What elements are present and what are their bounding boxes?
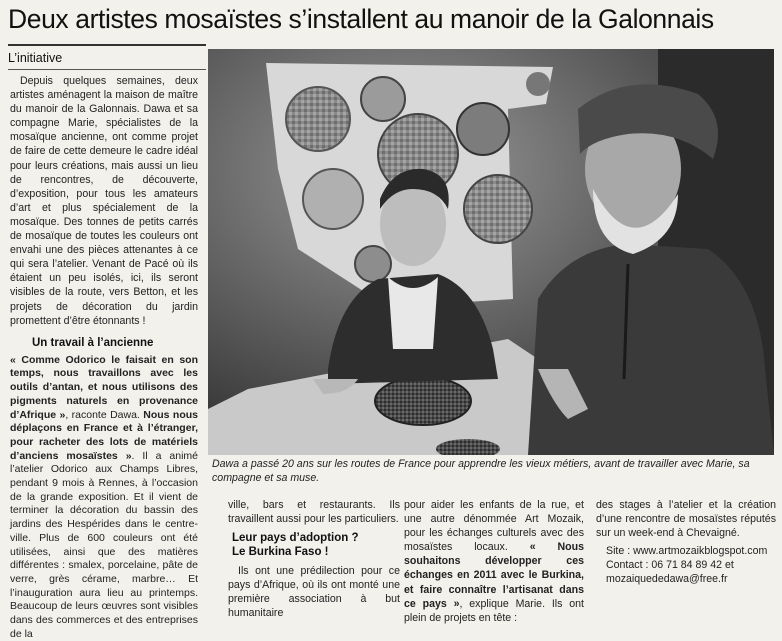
photo-illustration [208,49,774,455]
column-2-text-2: Ils ont une prédilection pour ce pays d’Afrique, où ils ont monté une première association à but humanitaire [228,565,400,620]
subhead-burkina-1: Leur pays d’adoption ? [232,532,359,545]
subhead-travail: Un travail à l’ancienne [32,336,154,349]
quote-1: « Comme Odorico le faisait en son temps, nous travaillons avec les outils d’antan, et nous utilisons des pigments naturels en provenance d’Afrique » [10,353,198,421]
column-1 [10,74,198,640]
article-photo [208,49,774,455]
subhead-burkina-2: Le Burkina Faso ! [232,546,329,559]
column-3-quote: « Nous souhaitons développer ces échanges en 2011 avec le Burkina, et faire connaître l’artisanat dans ce pays » [404,541,584,610]
quote-2: Nous nous déplaçons en France et à l’étranger, pour racheter des lots de matériels d’anciens mosaïstes » [10,408,198,462]
photo-caption: Dawa a passé 20 ans sur les routes de France pour apprendre les vieux métiers, avant de travailler avec Marie, sa compagne et sa muse. [212,458,750,484]
column-3 [404,498,584,622]
column-3-text-2: , explique Marie. Ils ont plein de projets en tête : [404,597,584,624]
kicker: L’initiative [8,51,63,65]
paragraph-2: . Il a animé l’atelier Odorico aux Champs Libres, pendant 9 mois à Rennes, à l’occasion de la grande exposition. Et il vient de terminer la décoration du bassin des jardins des Hespérides dans le centre-ville. Plus de 600 couleurs ont été utilisées, ainsi que des matières différentes : smalex, porcelaine, pâte de verre, grès cérame, marbre… Et l’inauguration aura lieu au printemps. Beaucoup de leurs œuvres sont visibles dans des commerces et des entreprises de la [10,449,198,640]
column-3-paragraph [404,498,584,625]
column-2-text: ville, bars et restaurants. Ils travaillent aussi pour les particuliers. [228,499,400,526]
kicker-rule [8,69,206,70]
quote-1-attribution: , raconte Dawa. [65,408,140,421]
column-3-text: pour aider les enfants de la rue, et une autre dénommée Art Mozaik, pour les échanges culturels avec des mosaïstes locaux. [404,499,584,554]
column-4-text: des stages à l’atelier et la création d’une rencontre de mosaïstes réputés sur un week-end à Chevaigné. [596,499,776,540]
column-2 [228,498,400,622]
column-4 [596,498,776,622]
headline: Deux artistes mosaïstes s’installent au manoir de la Galonnais [8,4,714,34]
rubric-rule [8,44,206,46]
contact-line: Contact : 06 71 84 89 42 et mozaiquededawa@free.fr [606,559,734,586]
site-line: Site : www.artmozaikblogspot.com [606,545,768,558]
quote-paragraph [10,354,198,641]
intro-paragraph: Depuis quelques semaines, deux artistes aménagent la maison de maître du manoir de la Galonnais. Dawa et sa compagne Marie, spécialistes de la mosaïque ancienne, ont comme projet de faire de cette demeure le cadre idéal pour leurs créations, mais aussi un lieu de rencontres, de découverte, d’exposition, pour tous les amateurs d’art et plus spécialement de la mosaïque. Des tonnes de petits carrés de mosaïque de toutes les couleurs ont envahi une des pièces attenantes à ce qui sera l’atelier. Venant de Pacé où ils étaient un peu isolés, ici, ils seront visibles de la route, vers Betton, et les projets de décoration du jardin promettent d’être étonnants ! [10,75,198,327]
